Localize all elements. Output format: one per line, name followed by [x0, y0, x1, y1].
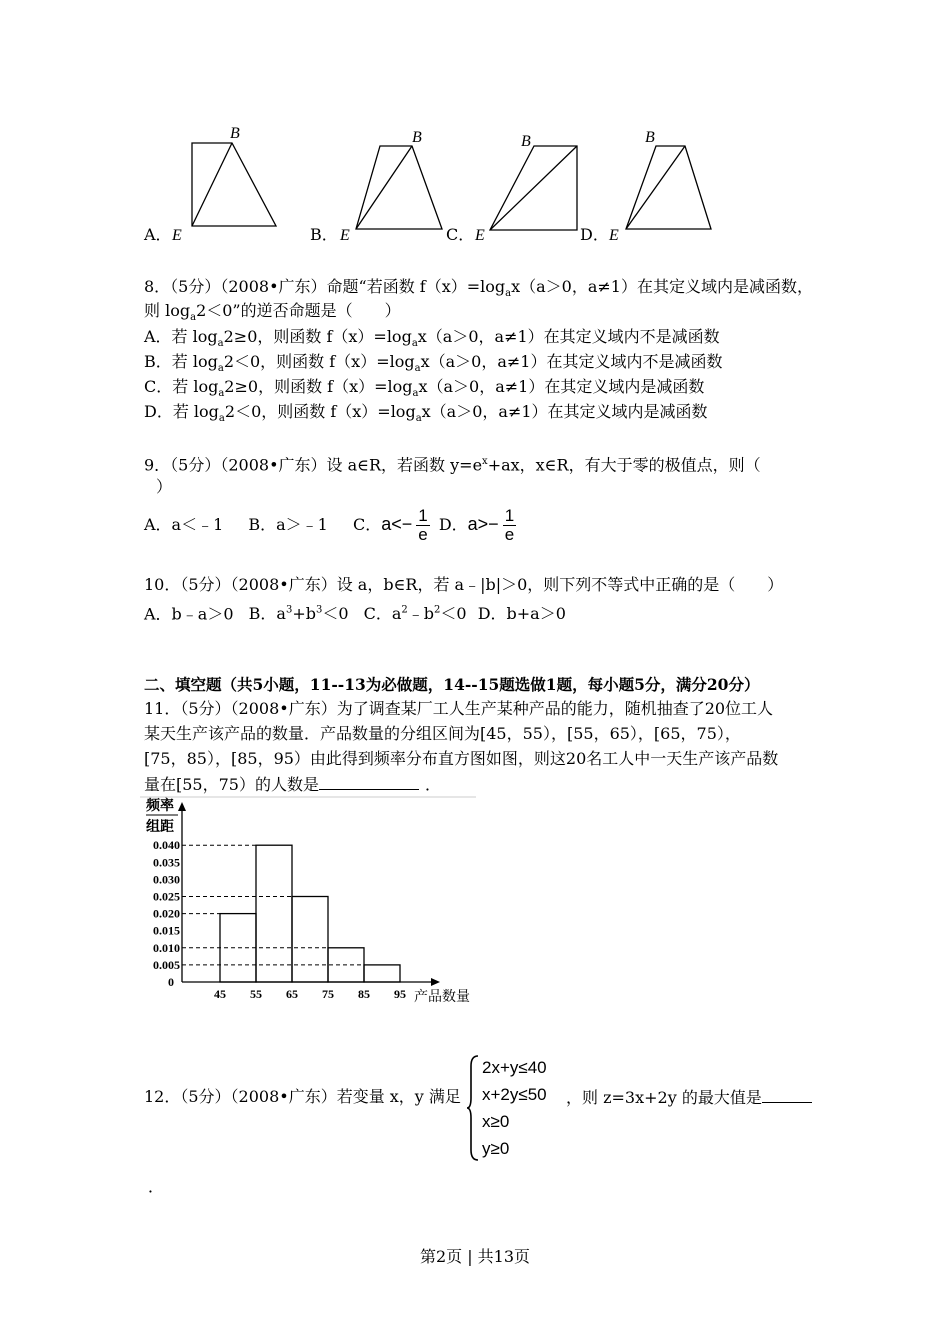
q8-sub: a [505, 288, 512, 300]
constraint-1: 2x+y≤40 [482, 1058, 547, 1077]
q10-opt-sup: 3 [315, 605, 323, 616]
constraint-3: x≥0 [482, 1112, 510, 1131]
dash-guides [182, 845, 364, 965]
q9-option-b[interactable]: B．a＞﹣1 [248, 515, 328, 534]
q9-stem-text: 9．（5分）（2008•广东）设 a∈R，若函数 y=e [144, 455, 483, 475]
q12-stem [144, 1086, 461, 1108]
q8-option-sub: a [217, 338, 224, 350]
q8-option-text: x（a＞0，a≠1）在其定义域内是减函数 [421, 402, 708, 421]
page-footer: 第2页 | 共13页 [419, 1247, 531, 1266]
option-c-label: C． [446, 225, 475, 244]
x-tick-label: 95 [394, 987, 406, 1001]
q8-stem-text-2: x（a＞0，a≠1）在其定义域内是减函数， [511, 277, 813, 296]
figure-a-vertex-b: B [230, 125, 240, 142]
q9-stem-text-2: +ax，x∈R，有大于零的极值点，则（ [487, 455, 761, 475]
x-tick-label: 55 [250, 987, 262, 1001]
q12-stem-text-2: ，则 z=3x+2y 的最大值是 [566, 1088, 762, 1107]
q10-option-b[interactable] [249, 604, 349, 623]
y-tick-label: 0.015 [153, 923, 180, 938]
q10-opt-text: ＜0 [440, 604, 467, 624]
q10-option-a[interactable]: A．b﹣a＞0 [144, 604, 234, 624]
q9-option-d-label: D． [438, 515, 468, 534]
q11-line4-text: 量在[55，75）的人数是 [144, 775, 319, 794]
answer-blank[interactable] [319, 773, 419, 790]
q9-option-c-label: C． [352, 515, 382, 534]
q10-opt-text: B．a [248, 604, 286, 624]
q10-opt-text: C．a [363, 604, 402, 624]
constraint-4: y≥0 [482, 1139, 510, 1158]
q8-option-text: x（a＞0，a≠1）在其定义域内不是减函数 [420, 352, 723, 371]
q10-opt-sup: 2 [401, 605, 408, 616]
q12-end: ． [148, 1177, 165, 1196]
q8-option-sub: a [218, 388, 225, 400]
q9-stem-line1 [144, 451, 761, 476]
q8-option-sub: a [412, 388, 419, 400]
option-a-label: A． [144, 225, 172, 244]
q8-option-text: D．若 log [144, 402, 219, 421]
frequency-histogram [140, 796, 480, 1008]
option-d-label: D． [580, 225, 609, 244]
chart-axes [178, 802, 440, 986]
figure-c-vertex-e: E [475, 227, 485, 244]
q8-option-sub: a [415, 413, 422, 425]
q11-line4-end: ． [424, 775, 441, 794]
q9-options [144, 502, 516, 547]
q8-option-sub: a [414, 363, 421, 375]
q8-stem-text: 8．（5分）（2008•广东）命题“若函数 f（x）=log [144, 277, 506, 296]
figure-b-vertex-e: E [340, 227, 350, 244]
figure-d-vertex-b: B [645, 129, 655, 146]
x-tick-label: 85 [358, 987, 370, 1001]
q10-opt-text: ﹣b [407, 604, 435, 624]
x-tick-labels [214, 987, 406, 1001]
figure-c-diagonal [490, 146, 577, 230]
q8-option-sub: a [218, 413, 225, 425]
q10-opt-sup: 3 [285, 605, 293, 616]
figure-b-diagonal [356, 146, 412, 229]
q10-opt-text: +b [292, 604, 316, 624]
constraint-2: x+2y≤50 [482, 1085, 547, 1104]
x-tick-label: 75 [322, 987, 334, 1001]
section-heading: 二、填空题（共5小题，11--13为必做题，14--15题选做1题，每小题5分，满分20分） [144, 675, 760, 694]
y-tick-label: 0.005 [153, 957, 180, 972]
y-axis-arrow [178, 802, 186, 811]
figure-b [356, 146, 442, 229]
q8-option-text: x（a＞0，a≠1）在其定义域内是减函数 [418, 377, 705, 396]
q9-sup: x [482, 456, 488, 467]
q9-option-c-fraction [416, 507, 429, 544]
q8-option-text: 2＜0，则函数 f（x）=log [224, 402, 416, 421]
histogram-bar [256, 845, 292, 982]
q8-option-text: 2≥0，则函数 f（x）=log [223, 327, 412, 346]
figure-d-outline [626, 146, 711, 229]
fraction-denominator: e [418, 525, 428, 544]
figure-a-vertex-e: E [172, 227, 182, 244]
q11-line4 [144, 773, 441, 796]
histogram-bar [364, 965, 400, 982]
q8-option-text: x（a＞0，a≠1）在其定义域内不是减函数 [417, 327, 720, 346]
option-b-label: B． [310, 225, 338, 244]
q10-option-c[interactable] [364, 604, 467, 623]
q9-option-d[interactable] [438, 506, 516, 544]
x-tick-label: 45 [214, 987, 226, 1001]
q8-stem-line2 [144, 300, 401, 329]
figure-a [192, 143, 276, 226]
constraint-system [482, 1054, 547, 1162]
q9-option-d-expr: a>− [467, 514, 499, 534]
y-tick-label: 0.040 [153, 838, 180, 853]
x-axis-label: 产品数量 [414, 990, 470, 1005]
y-axis-label-top: 频率 [146, 799, 174, 814]
histogram-bars [220, 845, 400, 982]
q9-option-a[interactable]: A．a＜﹣1 [144, 515, 224, 534]
q11-line3: [75，85），[85，95）由此得到频率分布直方图如图，则这20名工人中一天生产该产品数 [144, 749, 779, 768]
q8-option-sub: a [411, 338, 418, 350]
q8-stem-text-3: 则 log [144, 301, 191, 320]
q12-stem-end [566, 1086, 812, 1109]
q8-stem-text-4: 2＜0”的逆否命题是（ ） [196, 301, 401, 320]
q8-option-d[interactable] [144, 401, 708, 430]
fraction-numerator: 1 [504, 506, 515, 525]
q11-line2: 某天生产该产品的数量．产品数量的分组区间为[45，55），[55，65），[65，75）， [144, 724, 741, 743]
y-tick-labels [153, 838, 180, 972]
y-tick-label: 0.020 [153, 906, 180, 921]
figure-a-diagonal [192, 143, 232, 226]
x-tick-label: 65 [286, 987, 298, 1001]
figure-c [490, 146, 577, 230]
y-tick-label: 0.030 [153, 872, 180, 887]
q12-stem-text: 12．（5分）（2008•广东）若变量 x，y 满足 [144, 1087, 461, 1106]
q9-stem-line2: ） [156, 477, 173, 496]
figure-d [626, 146, 711, 229]
q9-option-c[interactable] [352, 506, 435, 544]
q7-figure-svg [0, 0, 950, 250]
system-brace [466, 1054, 480, 1162]
q10-opt-text: ＜0 [322, 604, 349, 624]
q8-option-sub: a [217, 363, 224, 375]
figure-c-vertex-b: B [521, 133, 531, 150]
y-axis-label-bottom: 组距 [146, 820, 174, 835]
q8-option-text: B．若 log [144, 352, 218, 371]
q8-sub-2: a [190, 312, 197, 324]
q9-option-d-fraction [503, 507, 516, 544]
q8-option-text: C．若 log [144, 377, 219, 396]
x-axis-arrow [431, 978, 440, 986]
fraction-denominator: e [504, 525, 515, 544]
q8-option-text: 2≥0，则函数 f（x）=log [224, 377, 413, 396]
origin-label: 0 [168, 975, 174, 989]
figure-d-diagonal [626, 146, 685, 229]
q10-opt-sup: 2 [434, 605, 441, 616]
y-tick-label: 0.010 [153, 940, 180, 955]
fraction-numerator: 1 [418, 506, 428, 525]
y-tick-label: 0.035 [153, 855, 180, 870]
q10-stem: 10．（5分）（2008•广东）设 a，b∈R，若 a﹣|b|＞0，则下列不等式中正确的是（ ） [144, 575, 784, 594]
q11-line1: 11．（5分）（2008•广东）为了调查某厂工人生产某种产品的能力，随机抽查了20位工人 [144, 699, 774, 718]
figure-b-vertex-b: B [412, 129, 422, 146]
figure-d-vertex-e: E [609, 227, 619, 244]
q8-option-text: A．若 log [144, 327, 218, 346]
answer-blank[interactable] [762, 1086, 812, 1103]
q9-option-c-expr: a<− [381, 514, 413, 534]
q10-options [144, 600, 566, 625]
q8-option-text: 2＜0，则函数 f（x）=log [223, 352, 415, 371]
figure-a-outline [192, 143, 276, 226]
q10-option-d[interactable]: D．b+a＞0 [477, 604, 566, 624]
y-tick-label: 0.025 [153, 889, 180, 904]
histogram-bar [292, 897, 328, 983]
figure-b-outline [356, 146, 442, 229]
